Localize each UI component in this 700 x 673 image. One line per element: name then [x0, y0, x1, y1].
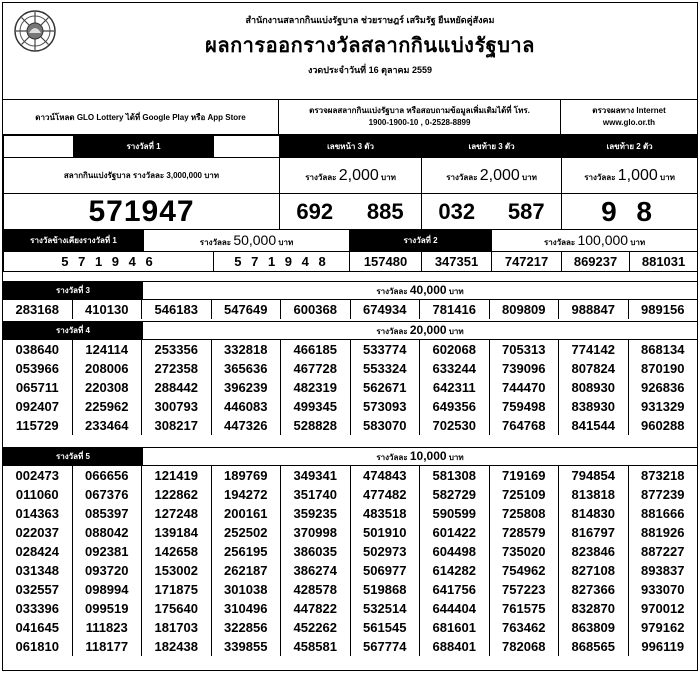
- prize5-number: 794854: [559, 466, 629, 485]
- prize4-number: 562671: [351, 378, 421, 397]
- prize5-number: 590599: [420, 504, 490, 523]
- prize5-number: 782068: [490, 637, 560, 656]
- prize4-number: 220308: [73, 378, 143, 397]
- prize4-rows: [3, 340, 697, 435]
- prize5-number: 581308: [420, 466, 490, 485]
- prize5-number: 142658: [142, 542, 212, 561]
- prize5-number: 887227: [641, 544, 685, 559]
- prize5-number: 532514: [351, 599, 421, 618]
- prize5-number: 816797: [559, 523, 629, 542]
- prize5-number: 582729: [420, 485, 490, 504]
- prize4-number: 065711: [3, 378, 73, 397]
- prize5-row: [3, 466, 697, 485]
- prize2-amount: [492, 230, 698, 252]
- prize5-number: 447822: [281, 599, 351, 618]
- phone-check-text: ตรวจผลสลากกินแบ่งรัฐบาล หรือสอบถามข้อมูลเพิ่มเติมได้ที่ โทร.: [309, 106, 530, 115]
- prize3-amount: [143, 282, 697, 299]
- prize5-number: 996119: [641, 639, 685, 654]
- prize5-number: 351740: [281, 485, 351, 504]
- prize5-number: 827108: [559, 561, 629, 580]
- prize4-number: 705313: [490, 340, 560, 359]
- prize5-number: 813818: [559, 485, 629, 504]
- prize4-number: 447326: [212, 416, 282, 435]
- prize5-row: [3, 523, 697, 542]
- prize5-number: 614282: [420, 561, 490, 580]
- prize4-number: 583070: [351, 416, 421, 435]
- prize3-amount-value: 40,000: [409, 283, 447, 297]
- top-prizes-table: [3, 135, 698, 272]
- download-text: ดาวน์โหลด GLO Lottery ได้ที่ Google Play หรือ App Store: [35, 112, 246, 122]
- back2-amount-value: 1,000: [617, 166, 658, 184]
- prize3-number: 546183: [142, 300, 212, 319]
- prize5-number: 823846: [559, 542, 629, 561]
- prize3-header: [3, 281, 697, 300]
- prize5-number: 041645: [3, 618, 73, 637]
- back3-amount-prefix: รางวัลละ: [446, 172, 478, 182]
- prize4-number: 365636: [212, 359, 282, 378]
- prize4-number: 807824: [559, 359, 629, 378]
- prize5-number: 601422: [420, 523, 490, 542]
- prize5-number: 827366: [559, 580, 629, 599]
- back2-label: เลขท้าย 2 ตัว: [562, 136, 698, 158]
- prize5-number: 139184: [142, 523, 212, 542]
- prize5-number: 567774: [351, 637, 421, 656]
- prize3-number: 988847: [559, 300, 629, 319]
- prize5-number: 873218: [641, 468, 685, 483]
- prize4-amount-prefix: รางวัลละ: [376, 327, 408, 336]
- prize5-number: 022037: [3, 523, 73, 542]
- prize4-number: 838930: [559, 397, 629, 416]
- prize2-number: 869237: [562, 252, 630, 272]
- prize4-number: 115729: [3, 416, 73, 435]
- prize2-amount-prefix: รางวัลละ: [543, 238, 576, 247]
- prize4-amount: [143, 322, 697, 339]
- prize5-number: 502973: [351, 542, 421, 561]
- prize5-number: 763462: [490, 618, 560, 637]
- prize5-number: 881666: [641, 506, 685, 521]
- prize5-number: 386274: [281, 561, 351, 580]
- prize5-amount-unit: บาท: [448, 453, 464, 462]
- prize5-number: 088042: [73, 523, 143, 542]
- prize5-number: 970012: [641, 601, 685, 616]
- front3-amount-value: 2,000: [338, 166, 379, 184]
- prize2-number: 881031: [630, 252, 698, 272]
- prize3-amount-unit: บาท: [448, 287, 464, 296]
- prize5-number: 118177: [73, 637, 143, 656]
- header: [3, 3, 697, 99]
- prize5-number: 386035: [281, 542, 351, 561]
- prize3-number: 600368: [281, 300, 351, 319]
- prize5-number: 194272: [212, 485, 282, 504]
- prize5-number: 868565: [559, 637, 629, 656]
- prize4-amount-value: 20,000: [409, 323, 447, 337]
- prize5-number: 761575: [490, 599, 560, 618]
- prize3-number: 283168: [3, 300, 73, 319]
- prize4-number: 467728: [281, 359, 351, 378]
- prize5-number: 681601: [420, 618, 490, 637]
- prize5-row: [3, 504, 697, 523]
- prize4-number: 739096: [490, 359, 560, 378]
- prize5-number: 814830: [559, 504, 629, 523]
- prize5-row: [3, 637, 697, 656]
- prize4-number: 272358: [142, 359, 212, 378]
- prize5-number: 452262: [281, 618, 351, 637]
- prize4-number: 124114: [73, 340, 143, 359]
- prize1-number: 571947: [4, 194, 280, 230]
- prize5-number: 477482: [351, 485, 421, 504]
- prize4-number: 092407: [3, 397, 73, 416]
- prize5-number: 349341: [281, 466, 351, 485]
- info-row: [3, 99, 697, 135]
- prize5-number: 339855: [212, 637, 282, 656]
- prize5-number: 011060: [3, 485, 73, 504]
- prize5-number: 028424: [3, 542, 73, 561]
- prize5-number: 832870: [559, 599, 629, 618]
- prize2-label: รางวัลที่ 2: [350, 230, 492, 252]
- prize5-number: 428578: [281, 580, 351, 599]
- prize5-header: [3, 447, 697, 466]
- prize4-number: 053966: [3, 359, 73, 378]
- prize5-number: 310496: [212, 599, 282, 618]
- prize4-amount-unit: บาท: [448, 327, 464, 336]
- prize4-number: 499345: [281, 397, 351, 416]
- prize5-number: 093720: [73, 561, 143, 580]
- prize4-number: 528828: [281, 416, 351, 435]
- prize4-number: 208006: [73, 359, 143, 378]
- prize4-row: [3, 397, 697, 416]
- prize5-number: 688401: [420, 637, 490, 656]
- prize5-number: 122862: [142, 485, 212, 504]
- back3-amount-value: 2,000: [479, 166, 520, 184]
- prize2-number: 157480: [350, 252, 422, 272]
- phone-numbers: 1900-1900-10 , 0-2528-8899: [368, 118, 471, 127]
- back3-amount-unit: บาท: [522, 172, 537, 182]
- prize5-number: 252502: [212, 523, 282, 542]
- prize4-number: 931329: [641, 399, 685, 414]
- prize4-number: 926836: [641, 380, 685, 395]
- prize5-number: 181703: [142, 618, 212, 637]
- prize3-row: [3, 300, 697, 319]
- prize5-number: 979162: [641, 620, 685, 635]
- prize4-number: 253356: [142, 340, 212, 359]
- prize5-number: 066656: [73, 466, 143, 485]
- prize5-number: 121419: [142, 466, 212, 485]
- prize5-number: 067376: [73, 485, 143, 504]
- prize5-number: 719169: [490, 466, 560, 485]
- prize4-section: [3, 321, 697, 435]
- prize3-number: 547649: [212, 300, 282, 319]
- prize5-number: 153002: [142, 561, 212, 580]
- prize4-number: 300793: [142, 397, 212, 416]
- back3-label: เลขท้าย 3 ตัว: [422, 136, 562, 158]
- prize5-number: 111823: [73, 618, 143, 637]
- prize5-number: 519868: [351, 580, 421, 599]
- prize5-number: 561545: [351, 618, 421, 637]
- prize3-section: [3, 281, 697, 319]
- prize5-amount: [143, 448, 697, 465]
- draw-date: งวดประจำวันที่ 16 ตุลาคม 2559: [307, 65, 433, 75]
- prize5-number: 474843: [351, 466, 421, 485]
- prize4-number: 225962: [73, 397, 143, 416]
- prize4-number: 233464: [73, 416, 143, 435]
- prize5-rows: [3, 466, 697, 656]
- prize5-number: 031348: [3, 561, 73, 580]
- neighbors-label: รางวัลข้างเคียงรางวัลที่ 1: [4, 230, 144, 252]
- prize5-section: [3, 447, 697, 656]
- back2-amount: [562, 158, 698, 194]
- neighbors-amount-unit: บาท: [278, 238, 294, 247]
- prize3-number: 410130: [73, 300, 143, 319]
- prize5-number: 256195: [212, 542, 282, 561]
- prize5-number: 370998: [281, 523, 351, 542]
- prize5-row: [3, 561, 697, 580]
- prize4-number: 553324: [351, 359, 421, 378]
- front3-label: เลขหน้า 3 ตัว: [280, 136, 422, 158]
- prize5-number: 189769: [212, 466, 282, 485]
- prize5-number: 171875: [142, 580, 212, 599]
- prize5-number: 644404: [420, 599, 490, 618]
- prize2-number: 347351: [422, 252, 492, 272]
- prize5-label: รางวัลที่ 5: [3, 448, 143, 465]
- prize5-number: 061810: [3, 637, 73, 656]
- prize5-number: 725109: [490, 485, 560, 504]
- prize4-number: 482319: [281, 378, 351, 397]
- prize4-row: [3, 359, 697, 378]
- prize5-number: 483518: [351, 504, 421, 523]
- prize3-label: รางวัลที่ 3: [3, 282, 143, 299]
- prize5-row: [3, 599, 697, 618]
- neighbors-amount: [144, 230, 350, 252]
- prize4-number: 633244: [420, 359, 490, 378]
- prize5-number: 014363: [3, 504, 73, 523]
- prize5-row: [3, 580, 697, 599]
- front3-amount-unit: บาท: [381, 172, 396, 182]
- prize4-number: 960288: [641, 418, 685, 433]
- prize3-number: 809809: [490, 300, 560, 319]
- prize4-number: 759498: [490, 397, 560, 416]
- prize5-row: [3, 485, 697, 504]
- prize4-row: [3, 340, 697, 359]
- organization-name: สำนักงานสลากกินแบ่งรัฐบาล ช่วยราษฎร์ เสริมรัฐ ยืนหยัดคู่สังคม: [245, 15, 495, 25]
- front3-amount: [280, 158, 422, 194]
- prize5-amount-value: 10,000: [409, 449, 447, 463]
- prize5-number: 728579: [490, 523, 560, 542]
- front3-number: 885: [350, 194, 422, 230]
- prize5-number: 262187: [212, 561, 282, 580]
- prize5-number: 506977: [351, 561, 421, 580]
- back3-number: 032: [422, 194, 492, 230]
- back2-number: 9 8: [562, 194, 698, 230]
- prize4-number: 702530: [420, 416, 490, 435]
- neighbor-number: 5 7 1 9 4 6: [4, 252, 214, 272]
- front3-number: 692: [280, 194, 350, 230]
- neighbor-number: 5 7 1 9 4 8: [214, 252, 350, 272]
- prize5-number: 175640: [142, 599, 212, 618]
- prize4-number: 446083: [212, 397, 282, 416]
- prize5-number: 754962: [490, 561, 560, 580]
- prize5-number: 127248: [142, 504, 212, 523]
- prize4-number: 332818: [212, 340, 282, 359]
- prize4-number: 602068: [420, 340, 490, 359]
- prize2-number: 747217: [492, 252, 562, 272]
- neighbors-amount-prefix: รางวัลละ: [199, 238, 232, 247]
- prize5-number: 933070: [641, 582, 685, 597]
- prize4-number: 870190: [641, 361, 685, 376]
- prize4-number: 288442: [142, 378, 212, 397]
- back3-amount: [422, 158, 562, 194]
- prize5-number: 098994: [73, 580, 143, 599]
- prize4-row: [3, 378, 697, 397]
- prize5-number: 863809: [559, 618, 629, 637]
- download-note: [3, 100, 279, 134]
- prize4-number: 533774: [351, 340, 421, 359]
- front3-amount-prefix: รางวัลละ: [305, 172, 337, 182]
- neighbors-amount-value: 50,000: [233, 232, 277, 248]
- prize4-number: 774142: [559, 340, 629, 359]
- prize5-number: 877239: [641, 487, 685, 502]
- prize5-amount-prefix: รางวัลละ: [376, 453, 408, 462]
- page-title: ผลการออกรางวัลสลากกินแบ่งรัฐบาล: [205, 35, 535, 57]
- prize4-number: 396239: [212, 378, 282, 397]
- phone-check-note: [279, 100, 561, 134]
- prize5-number: 200161: [212, 504, 282, 523]
- prize3-number: 781416: [420, 300, 490, 319]
- prize4-number: 642311: [420, 378, 490, 397]
- prize5-number: 099519: [73, 599, 143, 618]
- prize5-number: 501910: [351, 523, 421, 542]
- prize2-amount-unit: บาท: [630, 238, 646, 247]
- prize5-number: 735020: [490, 542, 560, 561]
- back2-amount-unit: บาท: [660, 172, 675, 182]
- prize5-number: 002473: [3, 466, 73, 485]
- prize5-number: 033396: [3, 599, 73, 618]
- prize4-number: 868134: [641, 342, 685, 357]
- prize4-number: 649356: [420, 397, 490, 416]
- prize5-row: [3, 542, 697, 561]
- prize5-number: 032557: [3, 580, 73, 599]
- prize5-number: 881926: [641, 525, 685, 540]
- prize5-number: 182438: [142, 637, 212, 656]
- internet-check-note: [561, 100, 697, 134]
- prize5-number: 085397: [73, 504, 143, 523]
- website-link[interactable]: www.glo.or.th: [602, 118, 656, 127]
- internet-check-text: ตรวจผลทาง Internet: [592, 106, 666, 115]
- prize5-number: 725808: [490, 504, 560, 523]
- prize5-number: 359235: [281, 504, 351, 523]
- prize3-amount-prefix: รางวัลละ: [376, 287, 408, 296]
- prize4-number: 308217: [142, 416, 212, 435]
- prize4-number: 808930: [559, 378, 629, 397]
- prize3-number: 989156: [641, 302, 685, 317]
- prize3-number: 674934: [351, 300, 421, 319]
- prize1-desc: สลากกินแบ่งรัฐบาล รางวัลละ 3,000,000 บาท: [4, 158, 280, 194]
- back3-number: 587: [492, 194, 562, 230]
- prize5-number: 893837: [641, 563, 685, 578]
- prize4-number: 764768: [490, 416, 560, 435]
- prize4-number: 744470: [490, 378, 560, 397]
- prize4-row: [3, 416, 697, 435]
- back2-amount-prefix: รางวัลละ: [584, 172, 616, 182]
- prize5-row: [3, 618, 697, 637]
- prize4-number: 038640: [3, 340, 73, 359]
- prize4-number: 466185: [281, 340, 351, 359]
- prize5-number: 604498: [420, 542, 490, 561]
- prize5-number: 322856: [212, 618, 282, 637]
- prize5-number: 641756: [420, 580, 490, 599]
- prize5-number: 458581: [281, 637, 351, 656]
- lottery-result-sheet: [2, 2, 698, 671]
- prize4-label: รางวัลที่ 4: [3, 322, 143, 339]
- prize5-number: 301038: [212, 580, 282, 599]
- prize4-number: 841544: [559, 416, 629, 435]
- prize1-label: รางวัลที่ 1: [74, 136, 214, 158]
- prize4-number: 573093: [351, 397, 421, 416]
- prize5-number: 092381: [73, 542, 143, 561]
- prize4-header: [3, 321, 697, 340]
- prize2-amount-value: 100,000: [577, 232, 629, 248]
- prize5-number: 757223: [490, 580, 560, 599]
